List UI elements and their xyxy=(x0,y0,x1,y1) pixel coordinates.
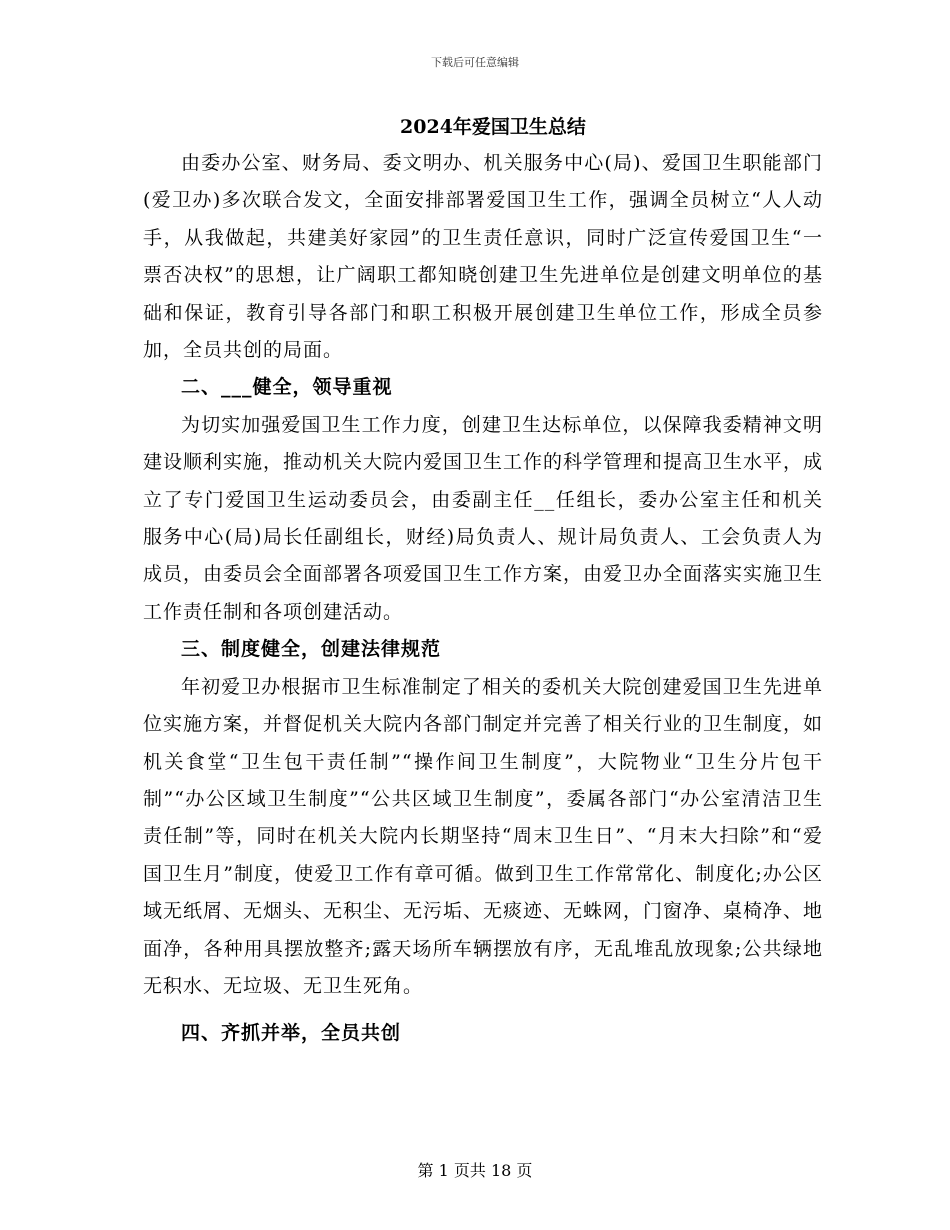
page-footer: 第 1 页共 18 页 xyxy=(417,1161,533,1180)
section-heading-2: 二、___健全，领导重视 xyxy=(181,376,393,399)
paragraph-intro: 由委办公室、财务局、委文明办、机关服务中心(局)、爱国卫生职能部门(爱卫办)多次联合发文，全面安排部署爱国卫生工作，强调全员树立“人人动手，从我做起，共建美好家园”的卫生责任意识，同时广泛宣传爱国卫生“一票否决权”的思想，让广阔职工都知晓创建卫生先进单位是创建文明单位的基础和保证，教育引导各部门和职工积极开展创建卫生单位工作，形成全员参加，全员共创的局面。 xyxy=(143,152,823,362)
paragraph-section-2: 为切实加强爱国卫生工作力度，创建卫生达标单位，以保障我委精神文明建设顺利实施，推动机关大院内爱国卫生工作的科学管理和提高卫生水平，成立了专门爱国卫生运动委员会，由委副主任__任组长，委办公室主任和机关服务中心(局)局长任副组长，财经)局负责人、规计局负责人、工会负责人为成员，由委员会全面部署各项爱国卫生工作方案，由爱卫办全面落实实施卫生工作责任制和各项创建活动。 xyxy=(143,413,824,623)
document-body xyxy=(143,111,823,1053)
section-heading-4: 四、齐抓并举，全员共创 xyxy=(181,1022,402,1045)
document-title: 2024年爱国卫生总结 xyxy=(400,116,586,138)
paragraph-section-3: 年初爱卫办根据市卫生标准制定了相关的委机关大院创建爱国卫生先进单位实施方案，并督促机关大院内各部门制定并完善了相关行业的卫生制度，如机关食堂“卫生包干责任制”“操作间卫生制度”，大院物业“卫生分片包干制”“办公区域卫生制度”“公共区域卫生制度”，委属各部门“办公室清洁卫生责任制”等，同时在机关大院内长期坚持“周末卫生日”、“月末大扫除”和“爱国卫生月”制度，使爱卫工作有章可循。做到卫生工作常常化、制度化;办公区域无纸屑、无烟头、无积尘、无污垢、无痰迹、无蛛网，门窗净、桌椅净、地面净，各种用具摆放整齐;露天场所车辆摆放有序，无乱堆乱放现象;公共绿地无积水、无垃圾、无卫生死角。 xyxy=(143,675,824,997)
section-heading-3: 三、制度健全，创建法律规范 xyxy=(181,638,442,661)
page-header: 下载后可任意编辑 xyxy=(431,56,519,69)
